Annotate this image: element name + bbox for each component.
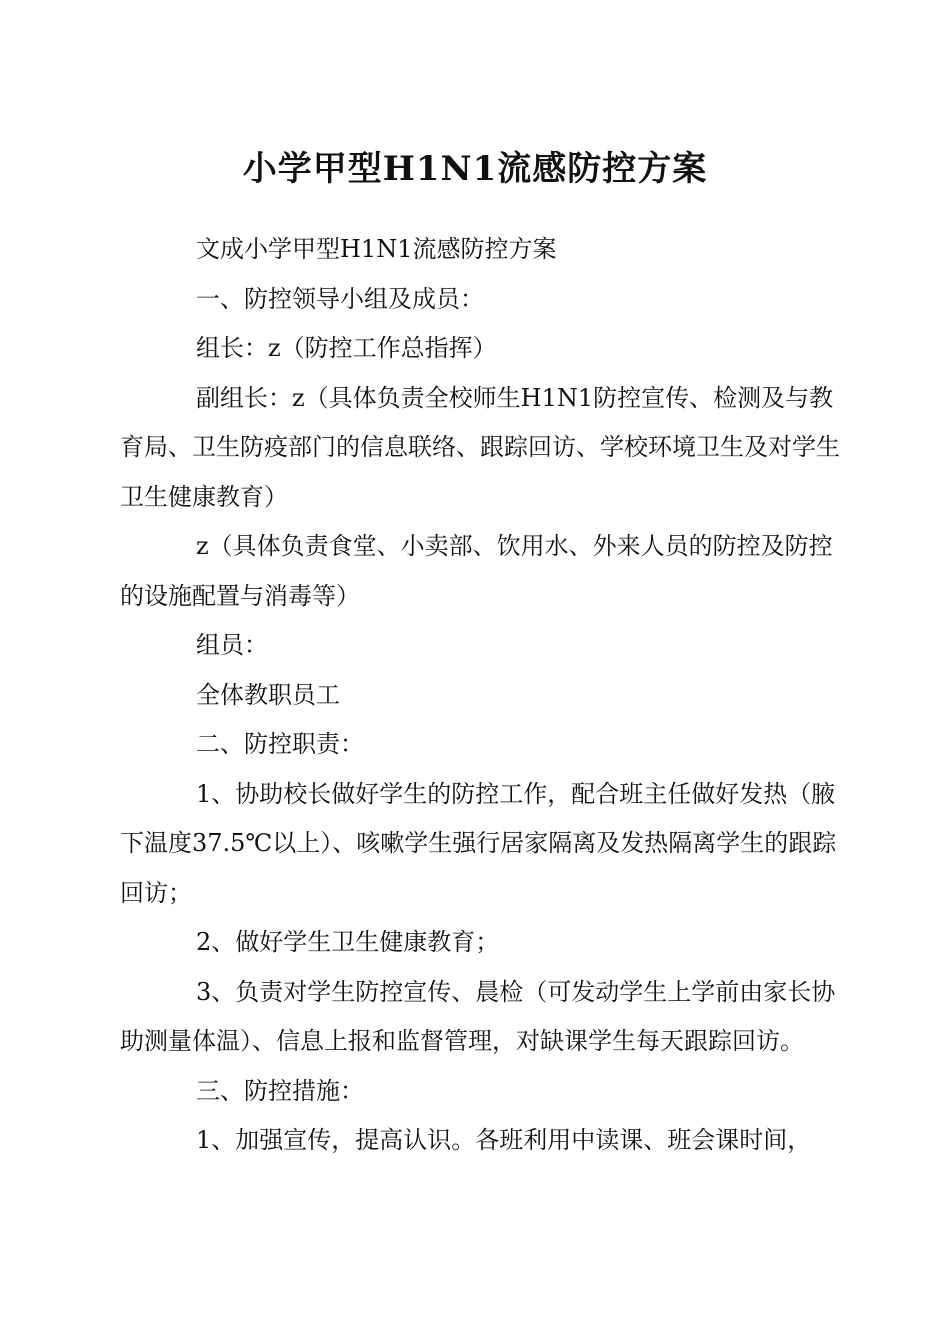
paragraph-duty-3: 3、负责对学生防控宣传、晨检（可发动学生上学前由家长协助测量体温）、信息上报和监督管理，对缺课学生每天跟踪回访。 (120, 977, 836, 1055)
section-heading-measures: 三、防控措施： (196, 1076, 364, 1105)
section-heading-leadership: 一、防控领导小组及成员： (196, 284, 484, 313)
paragraph-members-label: 组员： (196, 631, 268, 659)
paragraph-members: 全体教职员工 (196, 680, 340, 709)
paragraph-deputy-leader-1: 副组长：z（具体负责全校师生H1N1防控宣传、检测及与教育局、卫生防疫部门的信息联络、跟踪回访、学校环境卫生及对学生卫生健康教育） (120, 383, 840, 511)
document-title: 小学甲型H1N1流感防控方案 (242, 149, 708, 189)
paragraph-group-leader: 组长：z（防控工作总指挥） (196, 334, 497, 362)
paragraph-subtitle: 文成小学甲型H1N1流感防控方案 (196, 235, 557, 263)
paragraph-measure-1: 1、加强宣传，提高认识。各班利用中读课、班会课时间， (196, 1126, 812, 1154)
paragraph-deputy-leader-2: z（具体负责食堂、小卖部、饮用水、外来人员的防控及防控的设施配置与消毒等） (120, 532, 833, 610)
paragraph-duty-1: 1、协助校长做好学生的防控工作，配合班主任做好发热（腋下温度37.5℃以上）、咳嗽学生强行居家隔离及发热隔离学生的跟踪回访； (120, 779, 837, 907)
section-heading-duties: 二、防控职责： (196, 730, 364, 758)
document-body (120, 225, 840, 1166)
paragraph-duty-2: 2、做好学生卫生健康教育； (196, 928, 500, 956)
